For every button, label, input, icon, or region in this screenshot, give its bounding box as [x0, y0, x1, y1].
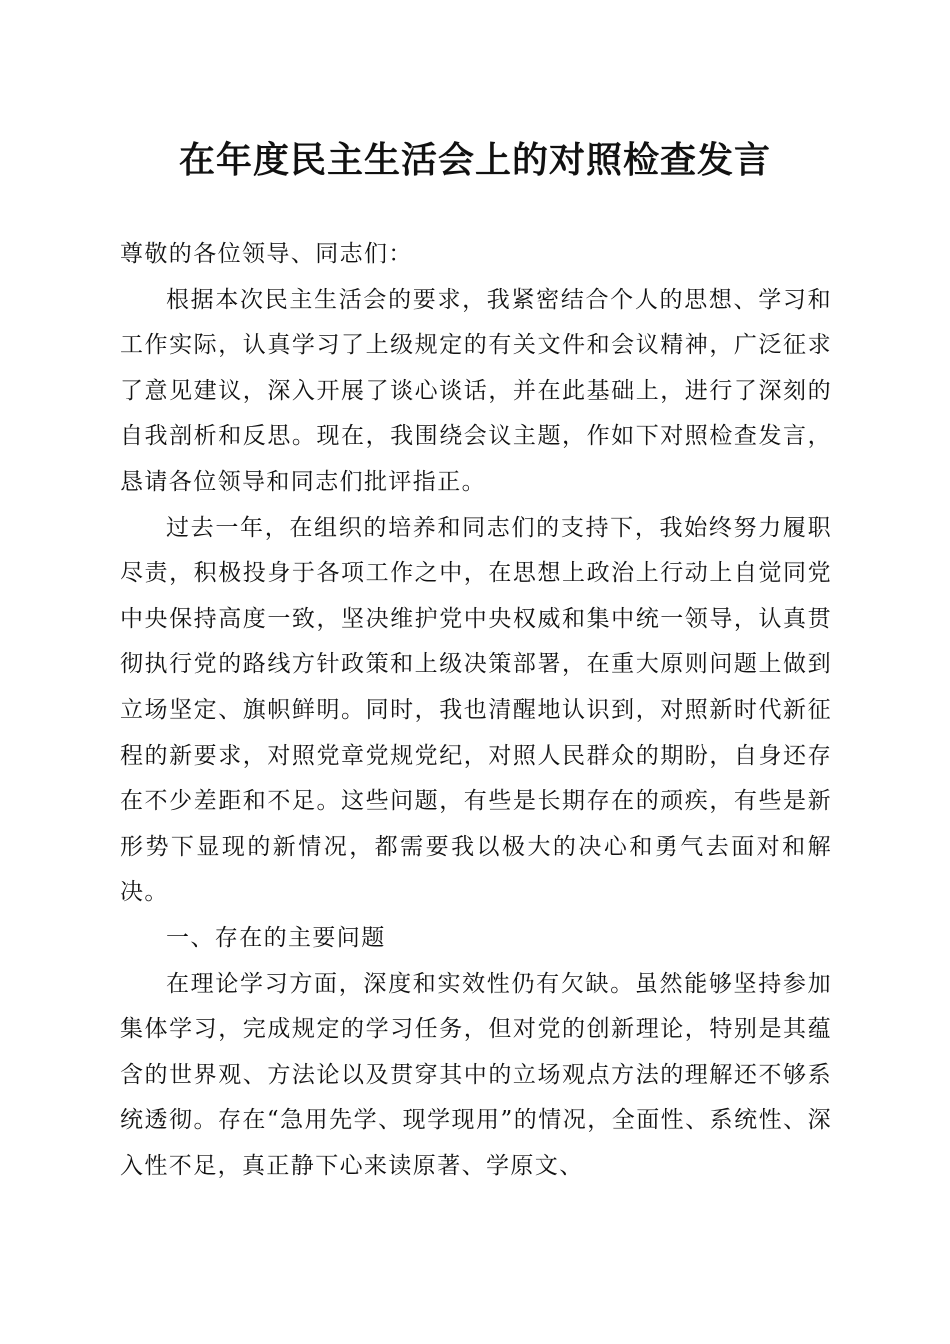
- paragraph-review: 过去一年，在组织的培养和同志们的支持下，我始终努力履职尽责，积极投身于各项工作之中，在思想上政治上行动上自觉同党中央保持高度一致，坚决维护党中央权威和集中统一领导，认真贯彻执行党的路线方针政策和上级决策部署，在重大原则问题上做到立场坚定、旗帜鲜明。同时，我也清醒地认识到，对照新时代新征程的新要求，对照党章党规党纪，对照人民群众的期盼，自身还存在不少差距和不足。这些问题，有些是长期存在的顽疾，有些是新形势下显现的新情况，都需要我以极大的决心和勇气去面对和解决。: [120, 514, 832, 906]
- section-heading: 一、存在的主要问题: [166, 924, 386, 951]
- paragraph-theory-study: 在理论学习方面，深度和实效性仍有欠缺。虽然能够坚持参加集体学习，完成规定的学习任务，但对党的创新理论，特别是其蕴含的世界观、方法论以及贯穿其中的立场观点方法的理解还不够系统透彻。存在“急用先学、现学现用”的情况，全面性、系统性、深入性不足，真正静下心来读原著、学原文、: [120, 970, 832, 1179]
- document-title: 在年度民主生活会上的对照检查发言: [178, 139, 771, 181]
- salutation: 尊敬的各位领导、同志们：: [120, 241, 413, 267]
- document-body: [120, 232, 832, 1189]
- paragraph-intro: 根据本次民主生活会的要求，我紧密结合个人的思想、学习和工作实际，认真学习了上级规定的有关文件和会议精神，广泛征求了意见建议，深入开展了谈心谈话，并在此基础上，进行了深刻的自我剖析和反思。现在，我围绕会议主题，作如下对照检查发言，恳请各位领导和同志们批评指正。: [120, 286, 832, 495]
